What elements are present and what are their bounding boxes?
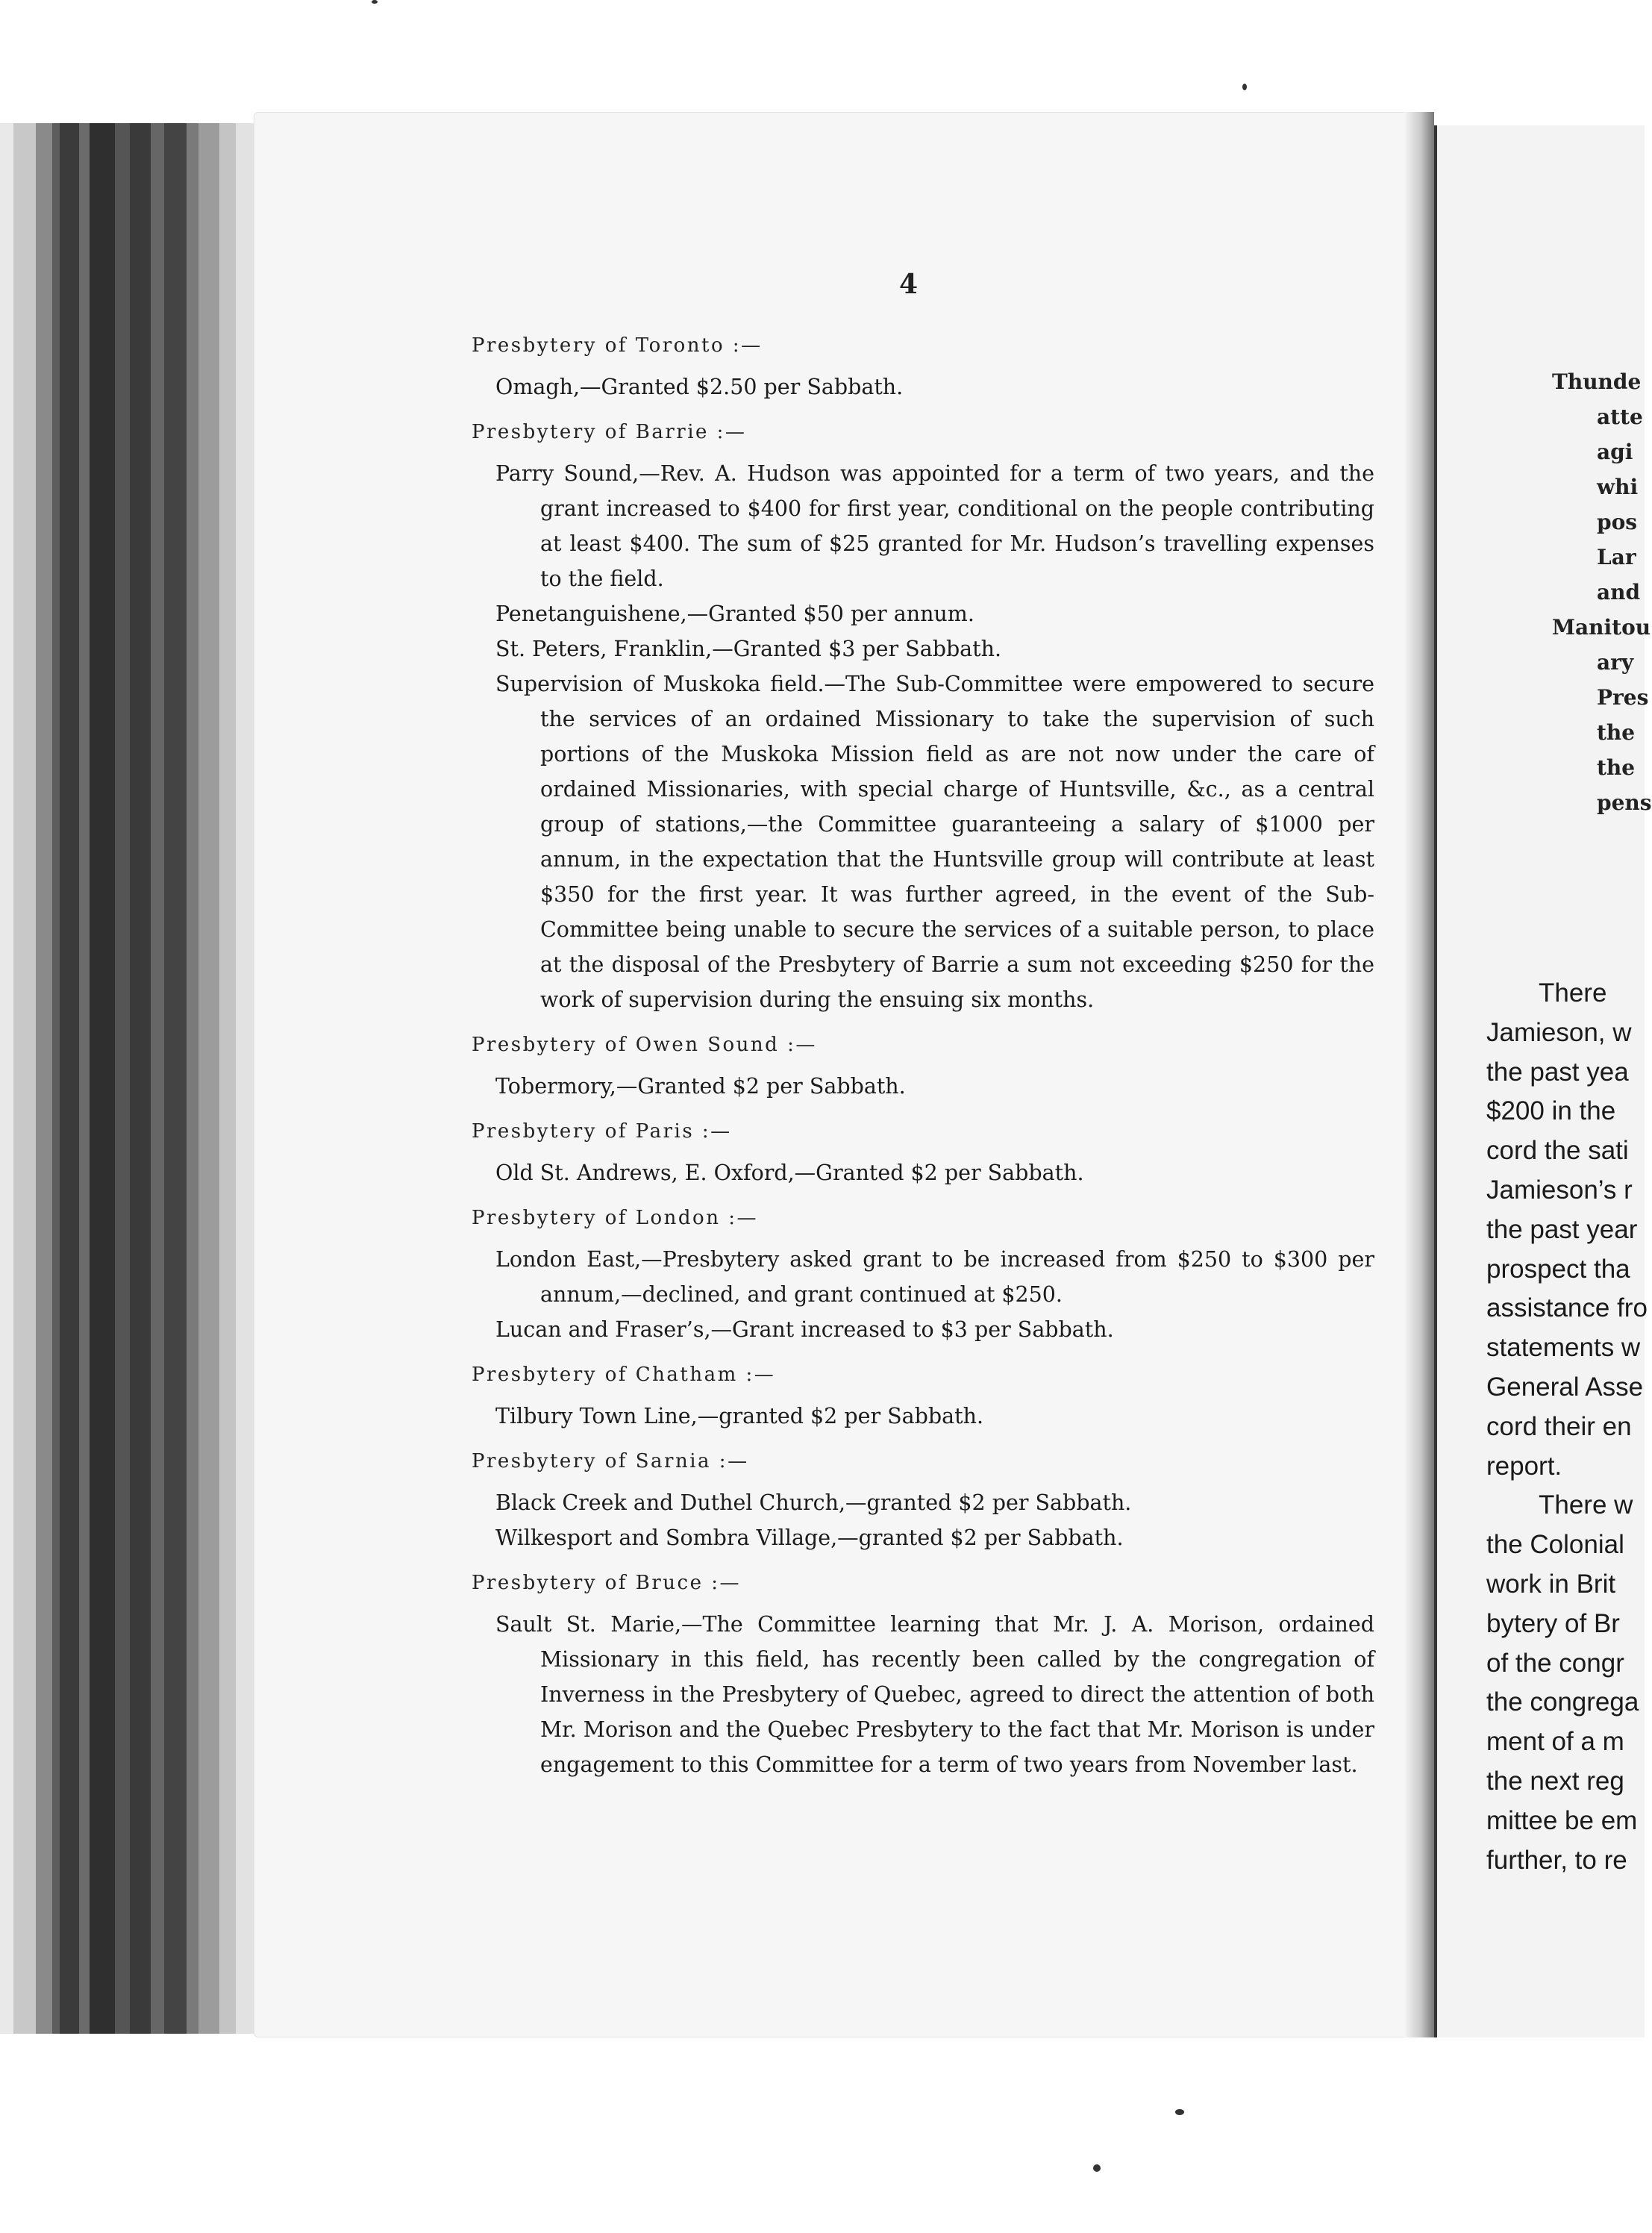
page-gutter (1404, 112, 1434, 2037)
presbytery-heading: Presbytery of Owen Sound :— (472, 1034, 817, 1056)
right-page-line: Jamieson, w (1486, 1017, 1632, 1047)
dust-speck (1242, 84, 1247, 90)
right-page-line: work in Brit (1486, 1569, 1616, 1599)
grant-entry: Old St. Andrews, E. Oxford,—Granted $2 per Sabbath. (495, 1161, 1084, 1185)
right-page-line: the past yea (1486, 1057, 1629, 1087)
right-page-line: and (1597, 580, 1641, 605)
grant-entry: Parry Sound,—Rev. A. Hudson was appointed for a term of two years, and the grant increased to $400 for first year, conditional on the people contributing at least $400. The sum of $25 granted for Mr. Hudson’s travelling expenses to the field. (495, 461, 1374, 591)
right-page-line: statements w (1486, 1333, 1641, 1363)
page-number: 4 (899, 269, 919, 300)
presbytery-heading: Presbytery of London :— (472, 1207, 758, 1229)
right-page-line: There (1539, 978, 1607, 1008)
right-page-line: bytery of Br (1486, 1608, 1620, 1638)
right-page-line: pens (1597, 790, 1652, 815)
page-edge-leaf (130, 123, 151, 2034)
page-edge-leaf (79, 123, 90, 2034)
grant-entry: Penetanguishene,—Granted $50 per annum. (495, 602, 974, 626)
page-edge-leaf (90, 123, 115, 2034)
right-page-line: pos (1597, 510, 1638, 534)
right-page-line: report. (1486, 1451, 1562, 1481)
presbytery-heading: Presbytery of Chatham :— (472, 1364, 776, 1386)
right-page-line: agi (1597, 440, 1633, 464)
right-page-line: prospect tha (1486, 1254, 1630, 1284)
right-page-line: Pres (1597, 685, 1649, 710)
presbytery-heading: Presbytery of Bruce :— (472, 1572, 741, 1594)
right-page-body-text (1486, 974, 1648, 1880)
page-edge-leaf (219, 123, 236, 2034)
page-edge-leaf (0, 123, 13, 2034)
page-edge-leaf (164, 123, 187, 2034)
page-edge-leaf (187, 123, 198, 2034)
grant-entry: London East,—Presbytery asked grant to be increased from $250 to $300 per annum,—declined, and grant continued at $250. (495, 1247, 1374, 1307)
right-page-line: whi (1597, 475, 1639, 499)
page-edge-leaf (36, 123, 52, 2034)
grant-entry: Wilkesport and Sombra Village,—granted $2 per Sabbath. (495, 1525, 1124, 1550)
grant-entry: Omagh,—Granted $2.50 per Sabbath. (495, 375, 904, 399)
grant-entry: Supervision of Muskoka field.—The Sub-Committee were empowered to secure the services of an ordained Missionary to take the supervision of such portions of the Muskoka Mission field as are not now under the care of ordained Missionaries, with special charge of Huntsville, &c., as a central group of stations,—the Committee guaranteeing a salary of $1000 per annum, in the expectation that the Huntsville group will contribute at least $350 for the first year. It was further agreed, in the event of the Sub-Committee being unable to secure the services of a suitable person, to place at the disposal of the Presbytery of Barrie a sum not exceeding $250 for the work of supervision during the ensuing six months. (495, 672, 1374, 1012)
grant-entry: St. Peters, Franklin,—Granted $3 per Sabbath. (495, 637, 1002, 661)
right-page-line: further, to re (1486, 1845, 1627, 1875)
dust-speck (372, 0, 378, 4)
right-page-line: Lar (1597, 545, 1636, 569)
right-page-line: ary (1597, 650, 1634, 675)
right-page-line: the (1597, 755, 1636, 780)
page-edge-leaf (236, 123, 254, 2034)
right-page-line: Thunde (1552, 369, 1642, 394)
right-page-line: Jamieson’s r (1486, 1175, 1633, 1205)
presbytery-heading: Presbytery of Barrie :— (472, 421, 747, 443)
page-edge-leaf (13, 123, 36, 2034)
presbytery-heading: Presbytery of Sarnia :— (472, 1450, 749, 1472)
right-page-line: the past year (1486, 1214, 1638, 1244)
right-page-line: the congrega (1486, 1687, 1639, 1717)
book-binding (0, 123, 254, 2034)
page-edge-leaf (52, 123, 60, 2034)
page-edge-leaf (198, 123, 219, 2034)
dust-speck (1175, 2109, 1184, 2115)
dust-speck (1093, 2164, 1101, 2172)
right-page-line: atte (1597, 405, 1643, 429)
presbytery-heading: Presbytery of Toronto :— (472, 334, 763, 357)
presbytery-heading: Presbytery of Paris :— (472, 1120, 732, 1143)
grant-entry: Black Creek and Duthel Church,—granted $2 per Sabbath. (495, 1490, 1132, 1515)
right-page-line: ment of a m (1486, 1727, 1624, 1757)
grant-entry: Sault St. Marie,—The Committee learning that Mr. J. A. Morison, ordained Missionary in this field, has recently been called by the congregation of Inverness in the Presbytery of Quebec, agreed to direct the attention of both Mr. Morison and the Quebec Presbytery to the fact that Mr. Morison is under engagement to this Committee for a term of two years from November last. (495, 1612, 1374, 1777)
grant-entry: Tobermory,—Granted $2 per Sabbath. (495, 1074, 906, 1099)
right-page-top-text (1552, 364, 1652, 820)
page-edge-leaf (60, 123, 79, 2034)
right-page-line: mittee be em (1486, 1805, 1638, 1835)
right-page-line: General Asse (1486, 1372, 1644, 1402)
page-edge-leaf (151, 123, 164, 2034)
right-page-line: Manitou (1552, 615, 1651, 640)
right-page-line: of the congr (1486, 1648, 1624, 1678)
right-page-line: cord the sati (1486, 1136, 1629, 1166)
page-content (472, 328, 1374, 1782)
right-page-line: the (1597, 720, 1636, 745)
right-page-line: $200 in the (1486, 1096, 1616, 1126)
grant-entry: Lucan and Fraser’s,—Grant increased to $3 per Sabbath. (495, 1317, 1114, 1342)
page-edge-leaf (115, 123, 130, 2034)
right-page-line: There w (1539, 1490, 1633, 1520)
grant-entry: Tilbury Town Line,—granted $2 per Sabbath. (495, 1404, 984, 1428)
right-page-line: cord their en (1486, 1411, 1632, 1441)
right-page-line: the next reg (1486, 1766, 1624, 1796)
right-page-line: assistance fro (1486, 1293, 1648, 1323)
right-page-line: the Colonial (1486, 1530, 1624, 1560)
